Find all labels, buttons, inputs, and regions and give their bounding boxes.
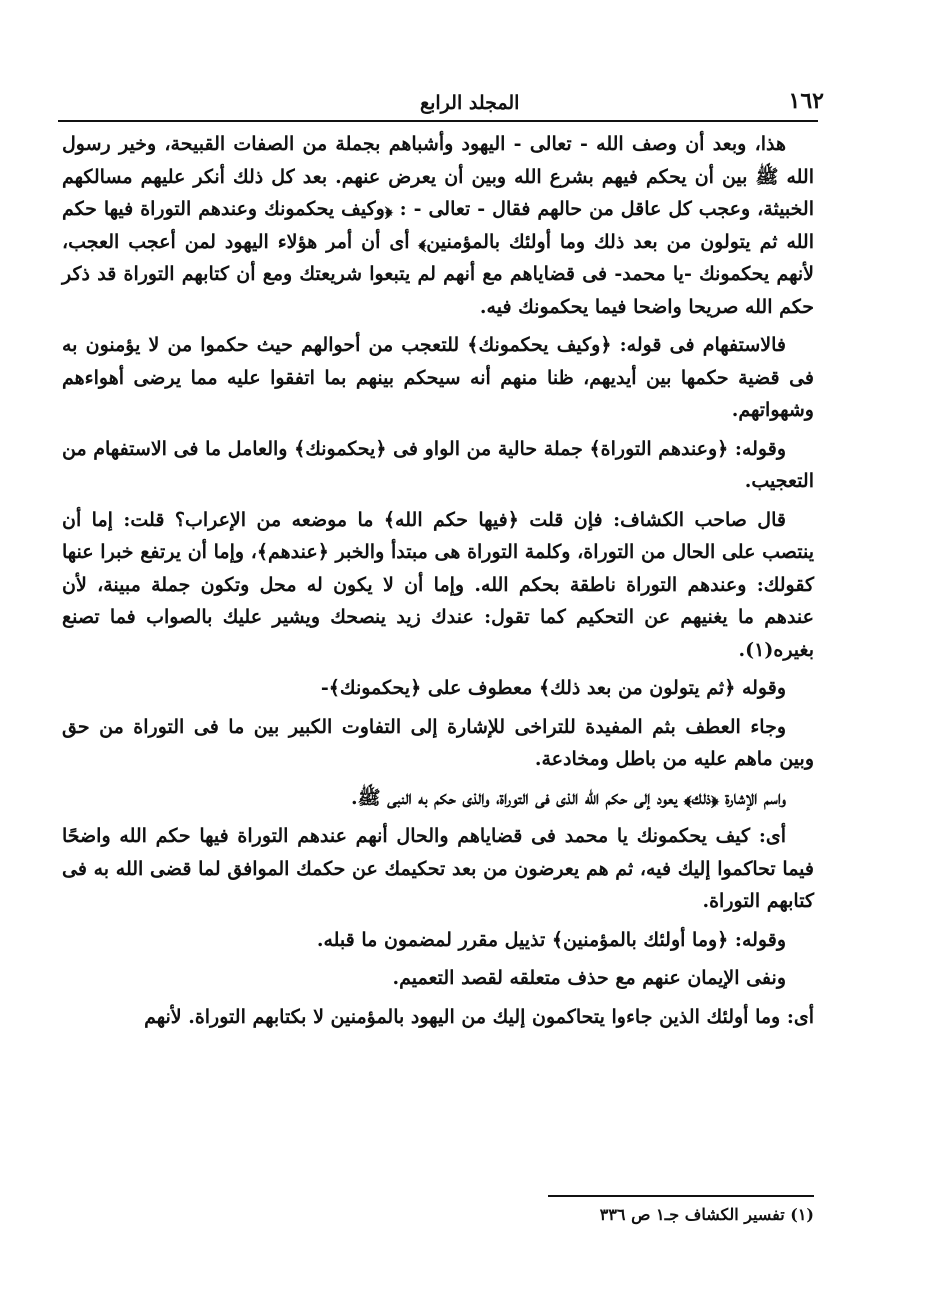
- footnote: (١) تفسير الكشاف جـ١ ص ٣٣٦: [599, 1205, 814, 1224]
- paragraph: وقوله ﴿ثم يتولون من بعد ذلك﴾ معطوف على ﴿يحكمونك﴾-: [320, 677, 786, 699]
- volume-title: المجلد الرابع: [420, 92, 520, 114]
- page-number: ١٦٢: [788, 88, 824, 114]
- paragraph: وقوله: ﴿وما أولئك بالمؤمنين﴾ تذييل مقرر لمضمون ما قبله.: [316, 928, 786, 951]
- paragraph: واسم الإشارة ﴿ذلك﴾ يعود إلى حكم الله الذى فى التوراة، والذى حكم به النبى ﷺ.: [350, 786, 786, 809]
- paragraph: هذا، وبعد أن وصف الله - تعالى - اليهود وأشباهم بجملة من الصفات القبيحة، وخير رسول الله ﷺ بين أن يحكم فيهم بشرع الله وبين أن يعرض عنهم. بعد كل ذلك أنكر عليهم مسالكهم الخبيثة، وعجب كل عاقل من حالهم فقال - تعالى - : ﴿وكيف يحكمونك وعندهم التوراة فيها حكم الله ثم يتولون من بعد ذلك وما أولئك بالمؤمنين﴾ أى أن أمر هؤلاء اليهود لمن أعجب العجب، لأنهم يحكمونك -يا محمد- فى قضاياهم مع أنهم لم يتبعوا شريعتك ومع أن كتابهم التوراة قد ذكر حكم الله صريحا واضحا فيما يحكمونك فيه.: [62, 133, 814, 318]
- paragraph: أى: وما أولئك الذين جاءوا يتحاكمون إليك من اليهود بالمؤمنين لا بكتابهم التوراة. لأنهم: [144, 1005, 814, 1028]
- paragraph: وقوله: ﴿وعندهم التوراة﴾ جملة حالية من الواو فى ﴿يحكمونك﴾ والعامل ما فى الاستفهام من التعجيب.: [62, 437, 814, 492]
- paragraph: ونفى الإيمان عنهم مع حذف متعلقه لقصد التعميم.: [392, 967, 786, 989]
- paragraph: قال صاحب الكشاف: فإن قلت ﴿فيها حكم الله﴾ ما موضعه من الإعراب؟ قلت: إما أن ينتصب على الحال من التوراة، وكلمة التوراة هى مبتدأ والخبر ﴿عندهم﴾، وإما أن يرتفع خبرا عنها كقولك: وعندهم التوراة ناطقة بحكم الله. وإما أن لا يكون له محل وتكون جملة مبينة، لأن عندهم ما يغنيهم عن التحكيم كما تقول: عندك زيد ينصحك ويشير عليك بالصواب فما تصنع بغيره(١).: [62, 508, 814, 661]
- footnote-divider: [548, 1195, 814, 1197]
- paragraph: أى: كيف يحكمونك يا محمد فى قضاياهم والحال أنهم عندهم التوراة فيها حكم الله واضحًا فيما تحاكموا إليك فيه، ثم هم يعرضون من بعد تحكيمك عن حكمك الموافق لما قضى الله به فى كتابهم التوراة.: [62, 825, 814, 912]
- paragraph: وجاء العطف بثم المفيدة للتراخى للإشارة إلى التفاوت الكبير بين ما فى التوراة من حق وبين ماهم عليه من باطل ومخادعة.: [62, 715, 814, 770]
- header-divider: [58, 120, 818, 122]
- paragraph: فالاستفهام فى قوله: ﴿وكيف يحكمونك﴾ للتعجب من أحوالهم حيث حكموا من لا يؤمنون به فى قضية حكمها بين أيديهم، ظنا منهم أنه سيحكم بينهم بما اتفقوا عليه مما يرضى أهواءهم وشهواتهم.: [62, 334, 814, 421]
- body-text: [62, 128, 814, 1039]
- page-header: [70, 74, 830, 114]
